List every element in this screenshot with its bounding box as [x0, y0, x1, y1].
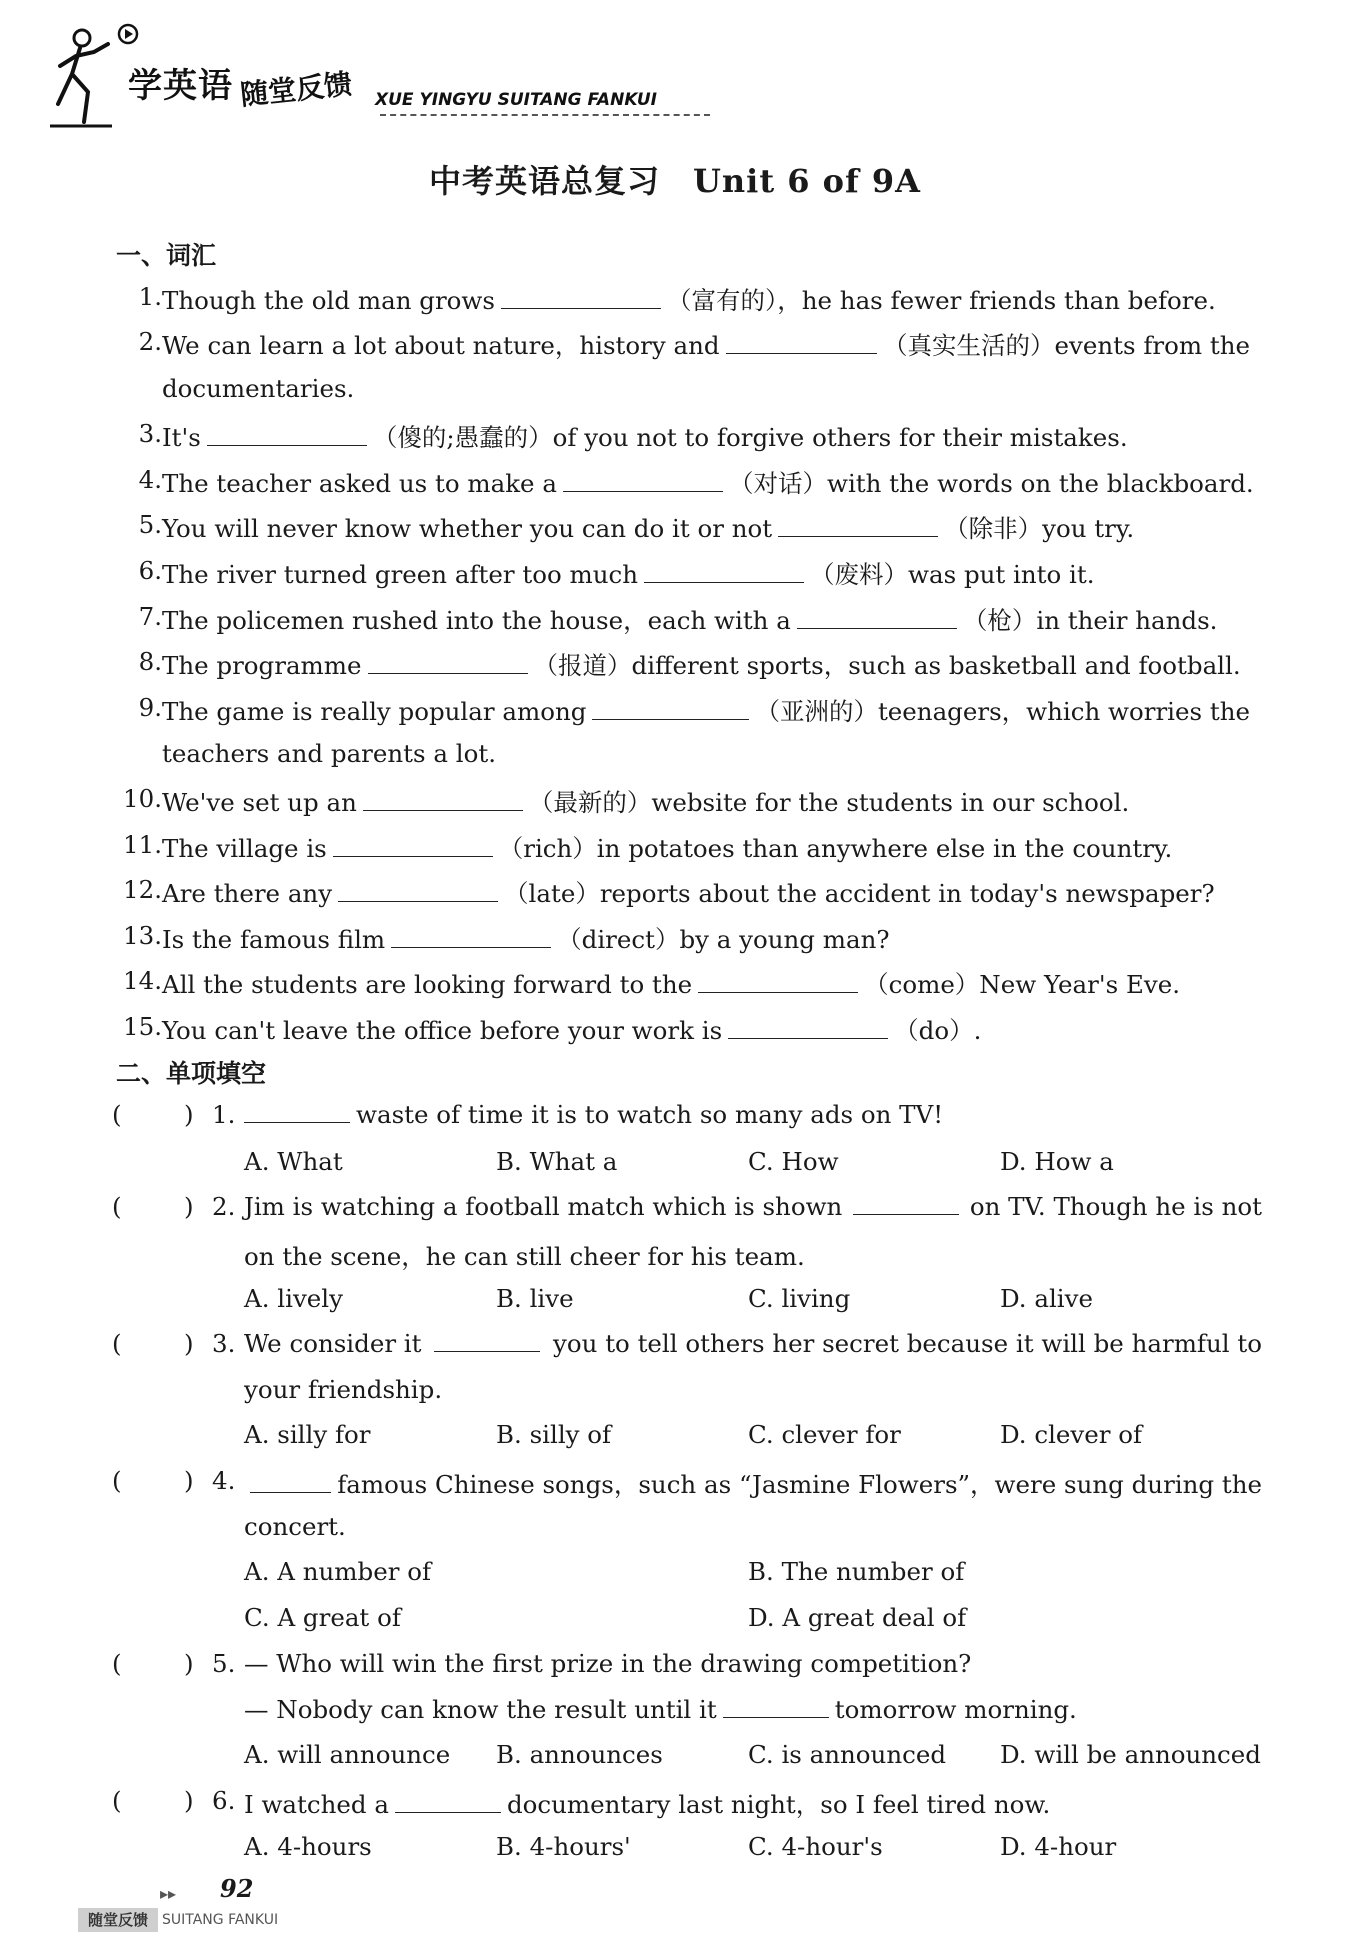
vocab-item [162, 1012, 981, 1047]
answer-blank[interactable] [501, 307, 661, 309]
question-stem: We consider it [244, 1329, 422, 1358]
item-text: Though the old man grows [162, 286, 495, 315]
question-stem: — Nobody can know the result until it [244, 1695, 717, 1724]
item-number: 10. [123, 784, 162, 813]
question-text [244, 1786, 1050, 1821]
item-number: 1. [138, 282, 162, 311]
item-hint: （对话）with the words on the blackboard. [728, 469, 1254, 498]
option-b[interactable]: B. silly of [496, 1420, 612, 1449]
item-text: The game is really popular among [162, 697, 587, 726]
item-text: The teacher asked us to make a [162, 469, 557, 498]
answer-blank[interactable] [698, 991, 858, 993]
answer-box[interactable] [128, 1466, 180, 1496]
answer-bracket-close: ) [184, 1649, 194, 1678]
item-hint: （亚洲的）teenagers，which worries the [755, 697, 1250, 726]
vocab-item [162, 647, 1241, 682]
item-hint: （direct）by a young man? [557, 925, 890, 954]
item-text: All the students are looking forward to the [162, 970, 693, 999]
option-c[interactable]: C. is announced [748, 1740, 947, 1769]
option-a[interactable]: A. silly for [244, 1420, 371, 1449]
answer-bracket-open: ( [112, 1192, 122, 1221]
item-text: You will never know whether you can do it or not [162, 514, 773, 543]
option-c[interactable]: C. A great of [244, 1603, 401, 1632]
option-d[interactable]: D. will be announced [1000, 1740, 1261, 1769]
question-number: 2. [212, 1192, 236, 1221]
item-hint: （come）New Year's Eve. [864, 970, 1180, 999]
answer-bracket-open: ( [112, 1649, 122, 1678]
option-c[interactable]: C. clever for [748, 1420, 901, 1449]
question-number: 1. [212, 1100, 236, 1129]
item-continuation: teachers and parents a lot. [162, 739, 496, 768]
vocab-item [162, 419, 1128, 454]
option-b[interactable]: B. What a [496, 1147, 618, 1176]
answer-bracket-close: ) [184, 1100, 194, 1129]
answer-blank[interactable] [395, 1811, 501, 1813]
item-number: 3. [138, 419, 162, 448]
question-text [244, 1649, 971, 1678]
answer-bracket-open: ( [112, 1100, 122, 1129]
answer-bracket-open: ( [112, 1329, 122, 1358]
vocab-item [162, 784, 1129, 819]
answer-box[interactable] [128, 1100, 180, 1130]
answer-blank[interactable] [853, 1213, 959, 1215]
item-number: 15. [123, 1012, 162, 1041]
option-a[interactable]: A. lively [244, 1284, 343, 1313]
item-text: We can learn a lot about nature，history and [162, 331, 720, 360]
answer-box[interactable] [128, 1649, 180, 1679]
vocab-item [162, 602, 1217, 637]
vocab-item [162, 966, 1180, 1001]
answer-blank[interactable] [778, 535, 938, 537]
item-text: We've set up an [162, 788, 357, 817]
item-hint: （rich）in potatoes than anywhere else in the country. [498, 834, 1173, 863]
question-text [244, 1100, 943, 1129]
item-hint: （富有的），he has fewer friends than before. [666, 286, 1216, 315]
answer-blank[interactable] [338, 900, 498, 902]
option-a[interactable]: A. 4-hours [244, 1832, 372, 1861]
question-number: 5. [212, 1649, 236, 1678]
question-continuation: your friendship. [244, 1375, 443, 1404]
question-stem-end: on TV. Though he is not [969, 1192, 1262, 1221]
question-stem-end: tomorrow morning. [834, 1695, 1077, 1724]
item-number: 7. [138, 602, 162, 631]
footer-arrow-icon: ▸▸ [160, 1884, 177, 1903]
option-d[interactable]: D. A great deal of [748, 1603, 967, 1632]
option-d[interactable]: D. clever of [1000, 1420, 1143, 1449]
answer-box[interactable] [128, 1329, 180, 1359]
answer-blank[interactable] [563, 490, 723, 492]
item-number: 5. [138, 510, 162, 539]
question-line2 [244, 1695, 1077, 1724]
answer-blank[interactable] [434, 1350, 540, 1352]
option-b[interactable]: B. announces [496, 1740, 663, 1769]
question-stem-end: you to tell others her secret because it will be harmful to [553, 1329, 1262, 1358]
vocab-item [162, 875, 1215, 910]
item-text: It's [162, 423, 201, 452]
vocab-item [162, 282, 1216, 317]
item-number: 4. [138, 465, 162, 494]
header-logo [50, 22, 670, 132]
answer-blank[interactable] [391, 946, 551, 948]
item-text: The programme [162, 651, 362, 680]
item-text: You can't leave the office before your work is [162, 1016, 723, 1045]
option-a[interactable]: A. A number of [244, 1557, 432, 1586]
item-continuation: documentaries. [162, 374, 355, 403]
answer-bracket-open: ( [112, 1466, 122, 1495]
item-hint: （傻的;愚蠢的）of you not to forgive others for their mistakes. [372, 423, 1128, 452]
vocab-item [162, 693, 1250, 728]
item-hint: （废料）was put into it. [810, 560, 1095, 589]
item-text: The policemen rushed into the house，each with a [162, 606, 791, 635]
header-subtitle: 随堂反馈 [238, 67, 354, 112]
header-divider [380, 114, 710, 116]
item-number: 9. [138, 693, 162, 722]
item-number: 2. [138, 327, 162, 356]
question-text [244, 1466, 1262, 1501]
item-number: 11. [123, 830, 162, 859]
section-mc-heading: 二、单项填空 [116, 1059, 267, 1088]
item-number: 13. [123, 921, 162, 950]
answer-blank[interactable] [723, 1716, 829, 1718]
answer-bracket-close: ) [184, 1466, 194, 1495]
answer-blank[interactable] [797, 627, 957, 629]
item-number: 12. [123, 875, 162, 904]
runner-icon [50, 22, 140, 132]
page-number: 92 [220, 1874, 254, 1903]
header-title: 学英语 [128, 66, 233, 106]
option-d[interactable]: D. alive [1000, 1284, 1093, 1313]
item-hint: （除非）you try. [944, 514, 1135, 543]
answer-bracket-close: ) [184, 1192, 194, 1221]
item-text: The village is [162, 834, 327, 863]
answer-blank[interactable] [644, 581, 804, 583]
item-text: Is the famous film [162, 925, 386, 954]
option-c[interactable]: C. living [748, 1284, 851, 1313]
option-a[interactable]: A. will announce [244, 1740, 451, 1769]
option-d[interactable]: D. How a [1000, 1147, 1114, 1176]
footer-label: 随堂反馈 [78, 1908, 158, 1932]
vocab-item [162, 830, 1172, 865]
option-b[interactable]: B. 4-hours' [496, 1832, 631, 1861]
answer-blank[interactable] [244, 1121, 350, 1123]
item-text: The river turned green after too much [162, 560, 639, 589]
option-c[interactable]: C. 4-hour's [748, 1832, 883, 1861]
answer-blank[interactable] [368, 672, 528, 674]
option-b[interactable]: B. The number of [748, 1557, 965, 1586]
vocab-item [162, 556, 1095, 591]
answer-blank[interactable] [363, 809, 523, 811]
item-hint: （真实生活的）events from the [883, 331, 1250, 360]
item-hint: （do）. [894, 1016, 982, 1045]
question-number: 4. [212, 1466, 236, 1495]
answer-blank[interactable] [333, 855, 493, 857]
header-pinyin: XUE YINGYU SUITANG FANKUI [375, 90, 658, 110]
question-stem: — Who will win the first prize in the drawing competition? [244, 1649, 972, 1678]
item-hint: （late）reports about the accident in today's newspaper? [504, 879, 1215, 908]
answer-blank[interactable] [207, 444, 367, 446]
footer-sublabel: SUITANG FANKUI [162, 1912, 279, 1928]
page-title: 中考英语总复习 Unit 6 of 9A [428, 162, 921, 200]
option-a[interactable]: A. What [244, 1147, 343, 1176]
vocab-item [162, 921, 890, 956]
question-number: 3. [212, 1329, 236, 1358]
item-number: 8. [138, 647, 162, 676]
vocab-item [162, 327, 1250, 362]
question-continuation: concert. [244, 1512, 346, 1541]
item-number: 6. [138, 556, 162, 585]
question-stem-end: famous Chinese songs，such as “Jasmine Flowers”，were sung during the [337, 1470, 1262, 1499]
question-text [244, 1329, 1262, 1358]
question-number: 6. [212, 1786, 236, 1815]
answer-blank[interactable] [250, 1491, 331, 1493]
question-stem: Jim is watching a football match which is shown [244, 1192, 843, 1221]
answer-bracket-close: ) [184, 1329, 194, 1358]
answer-blank[interactable] [592, 718, 749, 720]
option-c[interactable]: C. How [748, 1147, 839, 1176]
item-text: Are there any [162, 879, 333, 908]
question-stem-end: waste of time it is to watch so many ads on TV! [356, 1100, 944, 1129]
answer-blank[interactable] [728, 1037, 888, 1039]
section-vocabulary-heading: 一、词汇 [116, 241, 217, 270]
question-stem-end: documentary last night，so I feel tired now. [506, 1790, 1051, 1819]
item-number: 14. [123, 966, 162, 995]
vocab-item [162, 465, 1254, 500]
answer-blank[interactable] [726, 352, 877, 354]
answer-bracket-close: ) [184, 1786, 194, 1815]
option-d[interactable]: D. 4-hour [1000, 1832, 1117, 1861]
option-b[interactable]: B. live [496, 1284, 574, 1313]
item-hint: （报道）different sports，such as basketball and football. [533, 651, 1241, 680]
item-hint: （最新的）website for the students in our school. [528, 788, 1130, 817]
question-stem: I watched a [244, 1790, 389, 1819]
question-continuation: on the scene，he can still cheer for his team. [244, 1242, 805, 1271]
vocab-item [162, 510, 1134, 545]
answer-box[interactable] [128, 1192, 180, 1222]
item-hint: （枪）in their hands. [962, 606, 1218, 635]
answer-box[interactable] [128, 1786, 180, 1816]
question-text [244, 1192, 1262, 1221]
answer-bracket-open: ( [112, 1786, 122, 1815]
